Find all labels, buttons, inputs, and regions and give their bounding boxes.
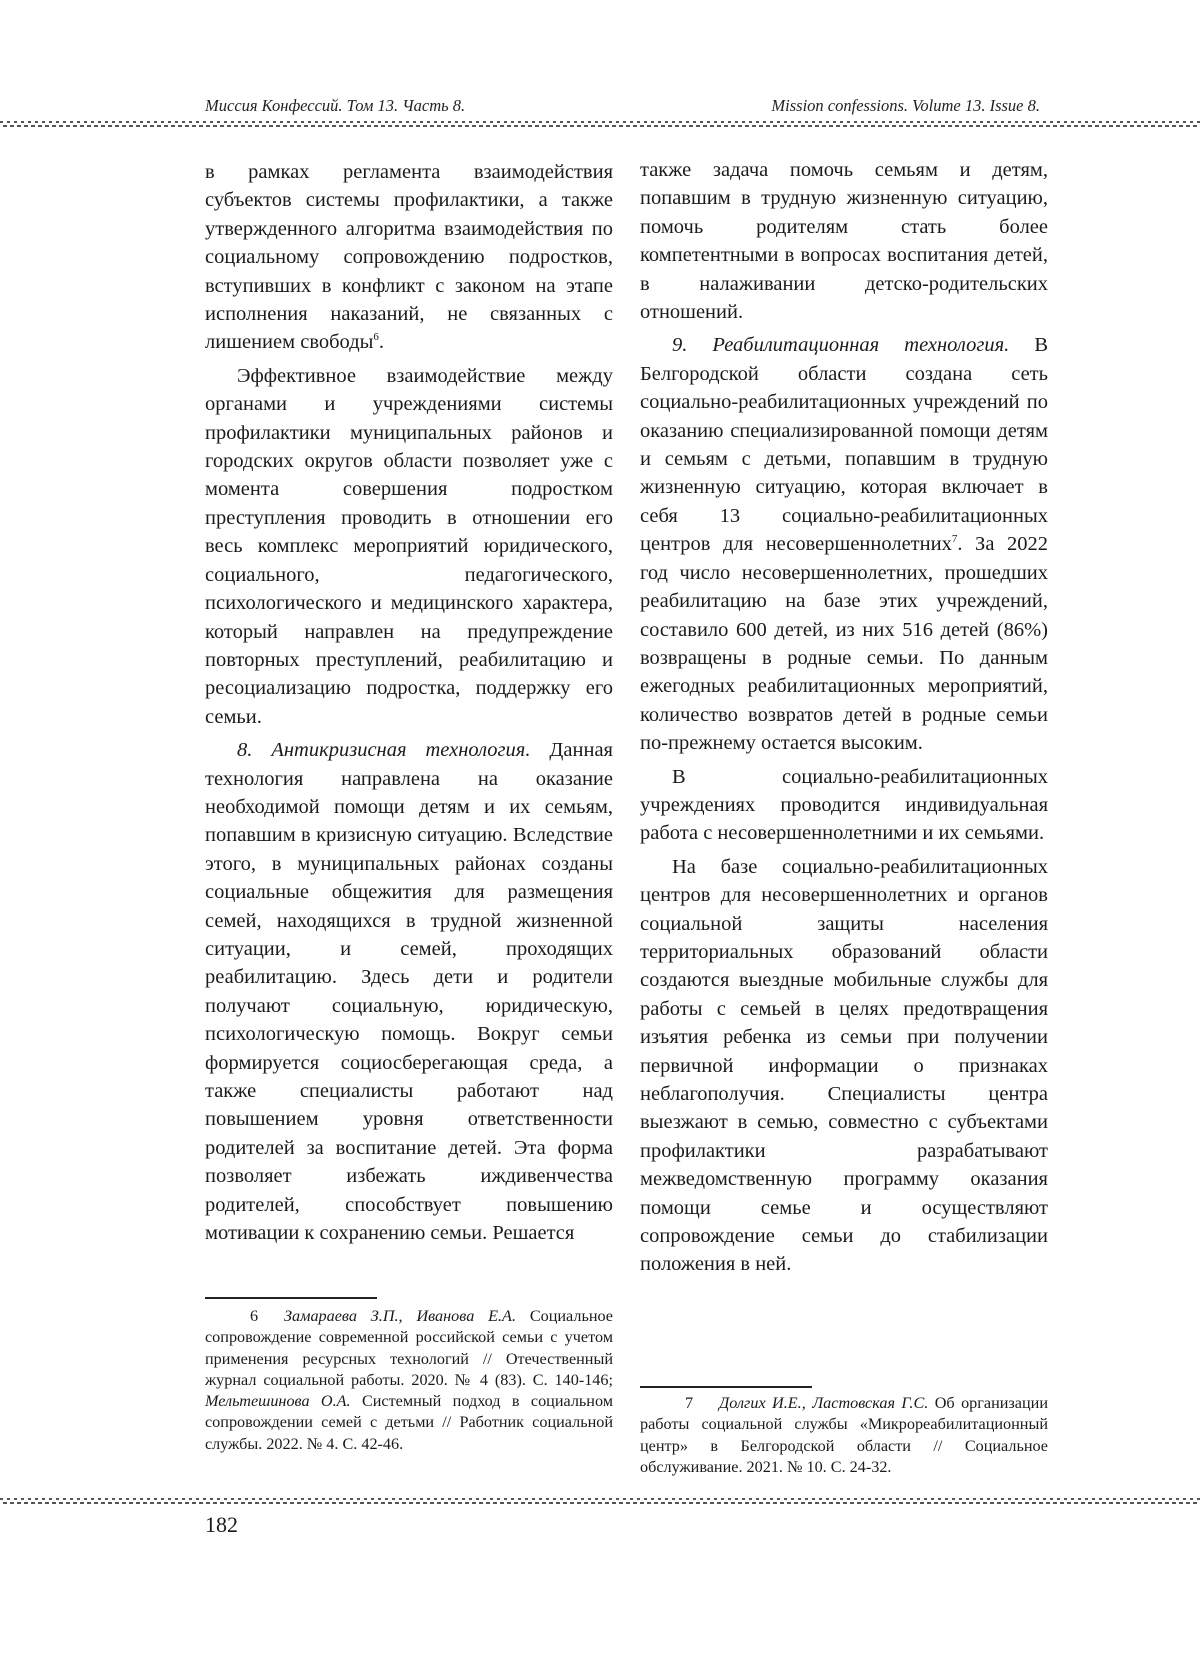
paragraph: Эффективное взаимодействие между органами и учреждениями системы профилактики муниципальных районов и городских округов области позволяет уже с момента совершения подростком преступления проводить в отношении его весь комплекс мероприятий юридического, социального, педагогического, психологического и медицинского характера, который направлен на предупреждение повторных преступлений, реабилитацию и ресоциализацию подростка, поддержку его семьи. xyxy=(205,364,613,728)
paragraph xyxy=(205,736,613,1247)
footnote-ref[interactable]: 6 xyxy=(373,331,379,344)
right-column xyxy=(640,156,1048,1284)
section-title: 8. Антикризисная технология. xyxy=(237,739,531,762)
header-ornament-rule xyxy=(0,119,1200,129)
footnote-authors: Долгих И.Е., Ластовская Г.С. xyxy=(719,1394,929,1412)
running-header xyxy=(205,96,1040,116)
footnote-number: 6 xyxy=(250,1307,259,1325)
paragraph: в рамках регламента взаимодействия субъектов системы профилактики, а также утвержденного алгоритма взаимодействия по социальному сопровождению подростков, вступивших в конфликт с законом на этапе исполнения наказаний, не связанных с лишением свободы$^6$. xyxy=(205,161,613,354)
paragraph: На базе социально-реабилитационных центров для несовершеннолетних и органов социальной защиты населения территориальных образований области создаются выездные мобильные службы для работы с семьей в целях предотвращения изъятия ребенка из семьи при получении первичной информации о признаках неблагополучия. Специалисты центра выезжают в семью, совместно с субъектами профилактики разрабатывают межведомственную программу оказания помощи семье и осуществляют сопровождение семьи до стабилизации положения в ней. xyxy=(640,855,1048,1276)
paragraph: также задача помочь семьям и детям, попавшим в трудную жизненную ситуацию, помочь родителям стать более компетентными в вопросах воспитания детей, в налаживании детско-родительских отношений. xyxy=(640,159,1048,324)
paragraph-text: в рамках регламента взаимодействия субъектов системы профилактики, а также утвержденного алгоритма взаимодействия по социальному сопровождению подростков, вступивших в конфликт с законом на этапе исполнения наказаний, не связанных с лишением свободы xyxy=(205,161,613,354)
header-left: Миссия Конфессий. Том 13. Часть 8. xyxy=(205,96,466,115)
footnote-authors: Замараева З.П., Иванова Е.А. xyxy=(284,1307,516,1325)
page-number: 182 xyxy=(205,1512,238,1537)
footnote-7 xyxy=(640,1393,1048,1478)
footer-ornament-rule xyxy=(0,1496,1200,1506)
footnote-text: Об организации работы социальной службы «Микрореабилитационный центр» в Белгородской области // Социальное обслуживание. 2021. № 10. С. 24-32. xyxy=(640,1394,1048,1476)
footnote-ref[interactable]: 7 xyxy=(951,533,958,546)
paragraph: В социально-реабилитационных учреждениях проводится индивидуальная работа с несовершеннолетними и их семьями. xyxy=(640,765,1048,845)
paragraph-text: В Белгородской области создана сеть социально-реабилитационных учреждений по оказанию специализированной помощи детям и семьям с детьми, попавшим в трудную жизненную ситуацию, которая включает в себя 13 социально-реабилитационных центров для несовершеннолетних xyxy=(640,334,1048,556)
footnote-rule xyxy=(640,1386,812,1388)
footnote-text: Социальное сопровождение современной российской семьи с учетом применения ресурсных технологий // Отечественный журнал социальной работы. 2020. № 4 (83). С. 140-146; xyxy=(205,1307,613,1389)
footnote-text: Системный подход в социальном сопровождении семей с детьми // Работник социальной службы. 2022. № 4. С. 42-46. xyxy=(205,1392,613,1453)
header-right: Mission confessions. Volume 13. Issue 8. xyxy=(771,96,1040,115)
footnote-rule xyxy=(205,1297,377,1299)
paragraph-text: . За 2022 год число несовершеннолетних, прошедших реабилитацию на базе этих учреждений, составило 600 детей, из них 516 детей (86%) возвращены в родные семьи. По данным ежегодных реабилитационных мероприятий, количество возвратов детей в родные семьи по-прежнему остается высоким. xyxy=(640,533,1049,755)
footnote-authors: Мельтешинова О.А. xyxy=(205,1392,351,1411)
section-title: 9. Реабилитационная технология. xyxy=(672,334,1010,357)
paragraph-text: Данная технология направлена на оказание необходимой помощи детям и их семьям, попавшим в кризисную ситуацию. Вследствие этого, в муниципальных районах созданы социальные общежития для размещения семей, находящихся в трудной жизненной ситуации, и семей, проходящих реабилитацию. Здесь дети и родители получают социальную, юридическую, психологическую помощь. Вокруг семьи формируется социосберегающая среда, а также специалисты работают над повышением уровня ответственности родителей за воспитание детей. Эта форма позволяет избежать иждивенчества родителей, способствует повышению мотивации к сохранению семьи. Решается xyxy=(205,739,613,1245)
paragraph xyxy=(640,331,1048,757)
left-column xyxy=(205,158,613,1252)
footnote-6 xyxy=(205,1306,613,1455)
footnote-number: 7 xyxy=(685,1394,694,1412)
